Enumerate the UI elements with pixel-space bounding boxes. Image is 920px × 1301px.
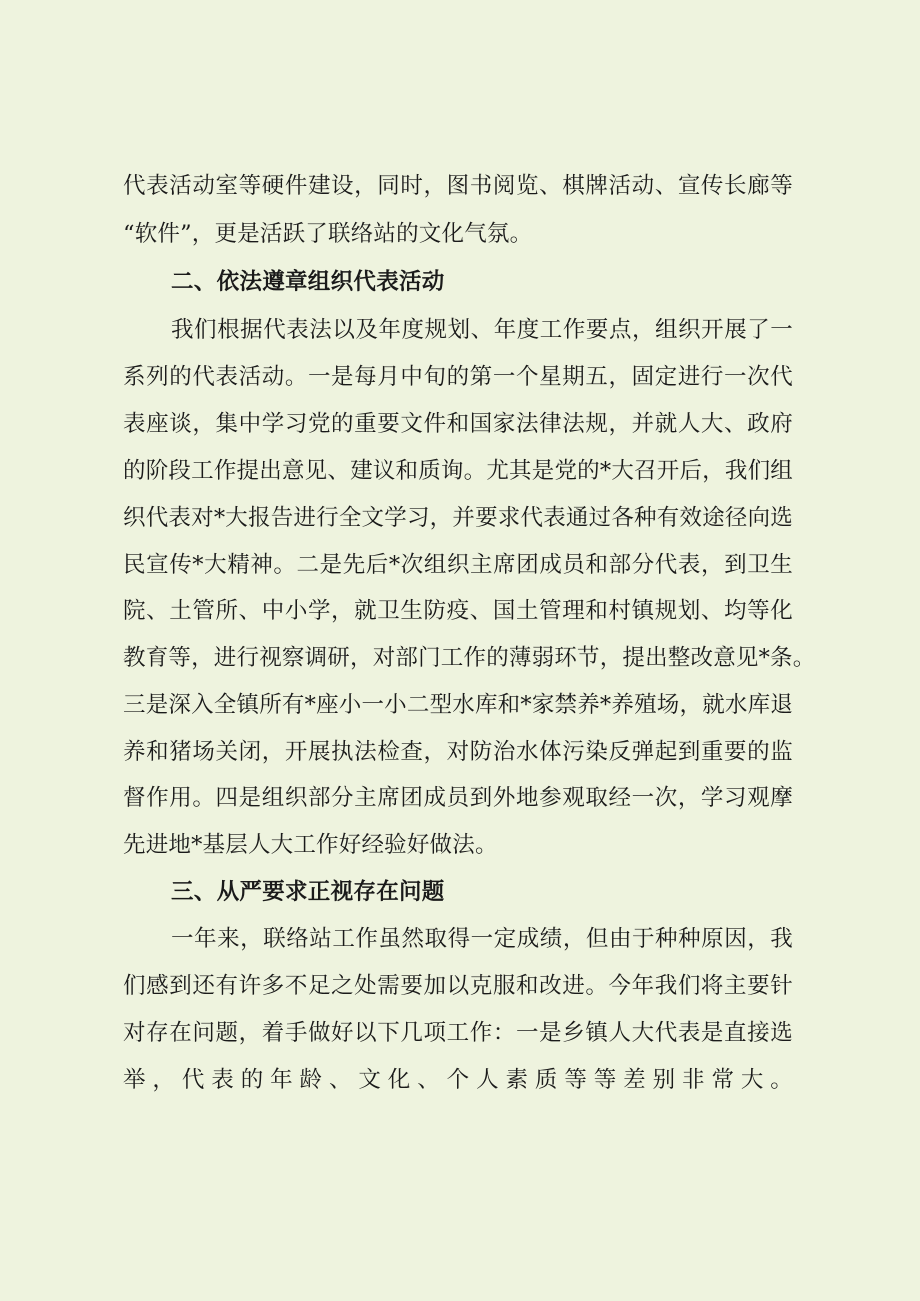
section-heading-2: 二、依法遵章组织代表活动 [171, 269, 445, 295]
paragraph-line: “软件”，更是活跃了联络站的文化气氛。 [123, 221, 533, 247]
paragraph-line: 教育等，进行视察调研，对部门工作的薄弱环节，提出整改意见*条。 [123, 645, 816, 671]
paragraph-line: 我们根据代表法以及年度规划、年度工作要点，组织开展了一 [171, 317, 793, 343]
paragraph-line: 织代表对*大报告进行全文学习，并要求代表通过各种有效途径向选 [123, 505, 793, 531]
paragraph-line: 系列的代表活动。一是每月中旬的第一个星期五，固定进行一次代 [123, 364, 793, 390]
paragraph-line: 先进地*基层人大工作好经验好做法。 [123, 832, 498, 858]
paragraph-line: 三是深入全镇所有*座小一小二型水库和*家禁养*养殖场，就水库退 [123, 692, 793, 718]
paragraph-line: 民宣传*大精神。二是先后*次组织主席团成员和部分代表，到卫生 [123, 552, 793, 578]
paragraph-line: 对存在问题，着手做好以下几项工作：一是乡镇人大代表是直接选 [123, 1020, 793, 1046]
paragraph-line: 表座谈，集中学习党的重要文件和国家法律法规，并就人大、政府 [123, 411, 793, 437]
paragraph-line: 院、土管所、中小学，就卫生防疫、国土管理和村镇规划、均等化 [123, 598, 793, 624]
paragraph-line: 们感到还有许多不足之处需要加以克服和改进。今年我们将主要针 [123, 973, 793, 999]
paragraph-line: 的阶段工作提出意见、建议和质询。尤其是党的*大召开后，我们组 [123, 458, 793, 484]
paragraph-line: 代表活动室等硬件建设，同时，图书阅览、棋牌活动、宣传长廊等 [123, 173, 793, 199]
paragraph-line: 督作用。四是组织部分主席团成员到外地参观取经一次，学习观摩 [123, 785, 793, 811]
section-heading-3: 三、从严要求正视存在问题 [171, 879, 445, 905]
paragraph-line: 养和猪场关闭，开展执法检查，对防治水体污染反弹起到重要的监 [123, 739, 793, 765]
paragraph-line: 一年来，联络站工作虽然取得一定成绩，但由于种种原因，我 [171, 926, 793, 952]
paragraph-line: 举，代表的年龄、文化、个人素质等等差别非常大。 [123, 1067, 793, 1093]
